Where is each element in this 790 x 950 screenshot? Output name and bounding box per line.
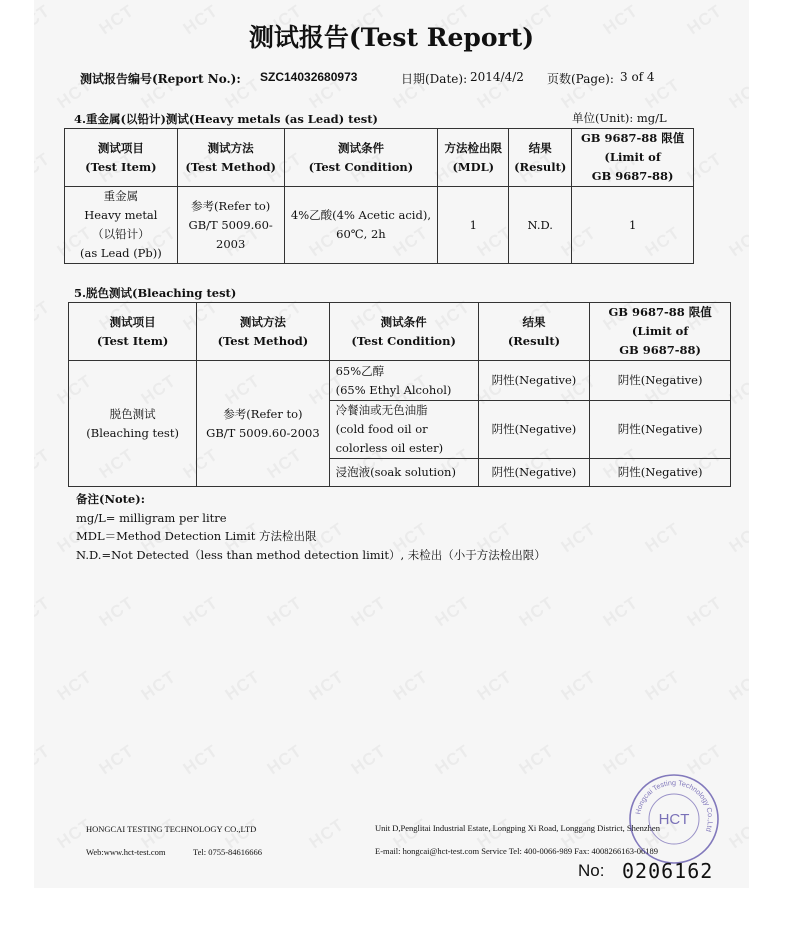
cell-result: 阴性(Negative): [478, 459, 590, 487]
watermark-text: [558, 667, 601, 705]
watermark-text: [34, 445, 54, 483]
watermark-text: [264, 593, 307, 631]
watermark-text: [390, 667, 433, 705]
header-test-condition: 测试条件 (Test Condition): [329, 303, 478, 361]
cell-result: 阴性(Negative): [478, 401, 590, 459]
watermark-text: [34, 149, 54, 187]
table-header-row: [69, 303, 731, 361]
page-label: 页数(Page):: [547, 72, 614, 86]
cell-limit: 阴性(Negative): [590, 401, 731, 459]
footer-tel: Tel: 0755-84616666: [193, 847, 263, 857]
header-test-item: 测试项目 (Test Item): [65, 129, 178, 187]
cell-test-method: 参考(Refer to) GB/T 5009.60-2003: [197, 361, 329, 487]
table-row: [65, 187, 694, 264]
report-no-label: 测试报告编号(Report No.):: [80, 72, 241, 86]
watermark-text: [348, 741, 391, 779]
cell-limit: 阴性(Negative): [590, 361, 731, 401]
cell-test-item: 重金属 Heavy metal （以铅计） (as Lead (Pb)): [65, 187, 178, 264]
cell-mdl: 1: [438, 187, 509, 264]
footer-web: Web:www.hct-test.com: [86, 847, 166, 857]
header-result: 结果 (Result): [509, 129, 572, 187]
cell-test-item: 脱色测试 (Bleaching test): [69, 361, 197, 487]
serial-number: 0206162: [622, 859, 714, 883]
bleaching-table: [68, 302, 731, 487]
report-no-value: SZC14032680973: [260, 70, 358, 84]
section4-unit: 单位(Unit): mg/L: [572, 111, 667, 125]
watermark-text: [642, 519, 685, 557]
watermark-text: [306, 667, 349, 705]
heavy-metal-table: [64, 128, 694, 264]
cell-test-condition: 65%乙醇 (65% Ethyl Alcohol): [329, 361, 478, 401]
watermark-text: [432, 741, 475, 779]
watermark-text: [516, 593, 559, 631]
watermark-text: [726, 815, 749, 853]
footer-address: Unit D,Penglitai Industrial Estate, Longping Xi Road, Longgang District, Shenzhen: [375, 823, 660, 833]
header-limit: GB 9687-88 限值 (Limit of GB 9687-88): [572, 129, 694, 187]
watermark-text: [34, 741, 54, 779]
watermark-text: [222, 667, 265, 705]
watermark-text: [558, 519, 601, 557]
watermark-text: [726, 519, 749, 557]
report-title: 测试报告(Test Report): [248, 23, 535, 52]
header-test-condition: 测试条件 (Test Condition): [284, 129, 438, 187]
footer-contact: E-mail: hongcai@hct-test.com Service Tel: 400-0066-989 Fax: 4008266163-06189: [375, 846, 659, 856]
watermark-text: [726, 667, 749, 705]
cell-limit: 1: [572, 187, 694, 264]
watermark-text: [264, 741, 307, 779]
table-header-row: [65, 129, 694, 187]
watermark-text: [180, 593, 223, 631]
section5-title: 5.脱色测试(Bleaching test): [74, 286, 237, 300]
seal-logo-text: HCT: [658, 811, 690, 828]
cell-limit: 阴性(Negative): [590, 459, 731, 487]
footer-company: HONGCAI TESTING TECHNOLOGY CO.,LTD: [86, 824, 257, 834]
note-line: mg/L= milligram per litre: [76, 510, 227, 525]
cell-test-condition: 4%乙酸(4% Acetic acid), 60℃, 2h: [284, 187, 438, 264]
watermark-text: [432, 593, 475, 631]
section4-title: 4.重金属(以铅计)测试(Heavy metals (as Lead) test): [74, 112, 378, 126]
note-line: N.D.=Not Detected（less than method detection limit）, 未检出（小于方法检出限）: [76, 547, 546, 562]
watermark-text: [516, 741, 559, 779]
header-test-method: 测试方法 (Test Method): [197, 303, 329, 361]
header-test-item: 测试项目 (Test Item): [69, 303, 197, 361]
header-limit: GB 9687-88 限值 (Limit of GB 9687-88): [590, 303, 731, 361]
table-row: [69, 361, 731, 401]
notes-block: [76, 490, 546, 564]
company-seal: [628, 773, 720, 865]
watermark-text: [180, 741, 223, 779]
watermark-text: [726, 223, 749, 261]
cell-test-condition: 浸泡液(soak solution): [329, 459, 478, 487]
watermark-text: [96, 741, 139, 779]
cell-test-condition: 冷餐油或无色油脂 (cold food oil or colorless oil ester): [329, 401, 478, 459]
cell-result: N.D.: [509, 187, 572, 264]
watermark-text: [34, 297, 54, 335]
watermark-text: [34, 593, 54, 631]
serial-label: No:: [578, 861, 605, 880]
seal-ring-text: Hongcai Testing Technology Co.,Ltd: [633, 777, 716, 833]
watermark-text: [726, 75, 749, 113]
watermark-text: [642, 667, 685, 705]
watermark-text: [348, 593, 391, 631]
header-test-method: 测试方法 (Test Method): [177, 129, 284, 187]
watermark-text: [138, 667, 181, 705]
header-mdl: 方法检出限 (MDL): [438, 129, 509, 187]
header-result: 结果 (Result): [478, 303, 590, 361]
note-line: MDL＝Method Detection Limit 方法检出限: [76, 529, 317, 543]
watermark-text: [54, 667, 97, 705]
date-label: 日期(Date):: [401, 72, 468, 86]
page-value: 3 of 4: [620, 70, 655, 84]
date-value: 2014/4/2: [470, 70, 524, 84]
cell-test-method: 参考(Refer to) GB/T 5009.60-2003: [177, 187, 284, 264]
watermark-text: [684, 593, 727, 631]
watermark-text: [96, 593, 139, 631]
watermark-text: [474, 667, 517, 705]
watermark-text: [306, 815, 349, 853]
watermark-text: [600, 593, 643, 631]
notes-title: 备注(Note):: [76, 492, 145, 506]
report-page: [34, 0, 749, 888]
cell-result: 阴性(Negative): [478, 361, 590, 401]
